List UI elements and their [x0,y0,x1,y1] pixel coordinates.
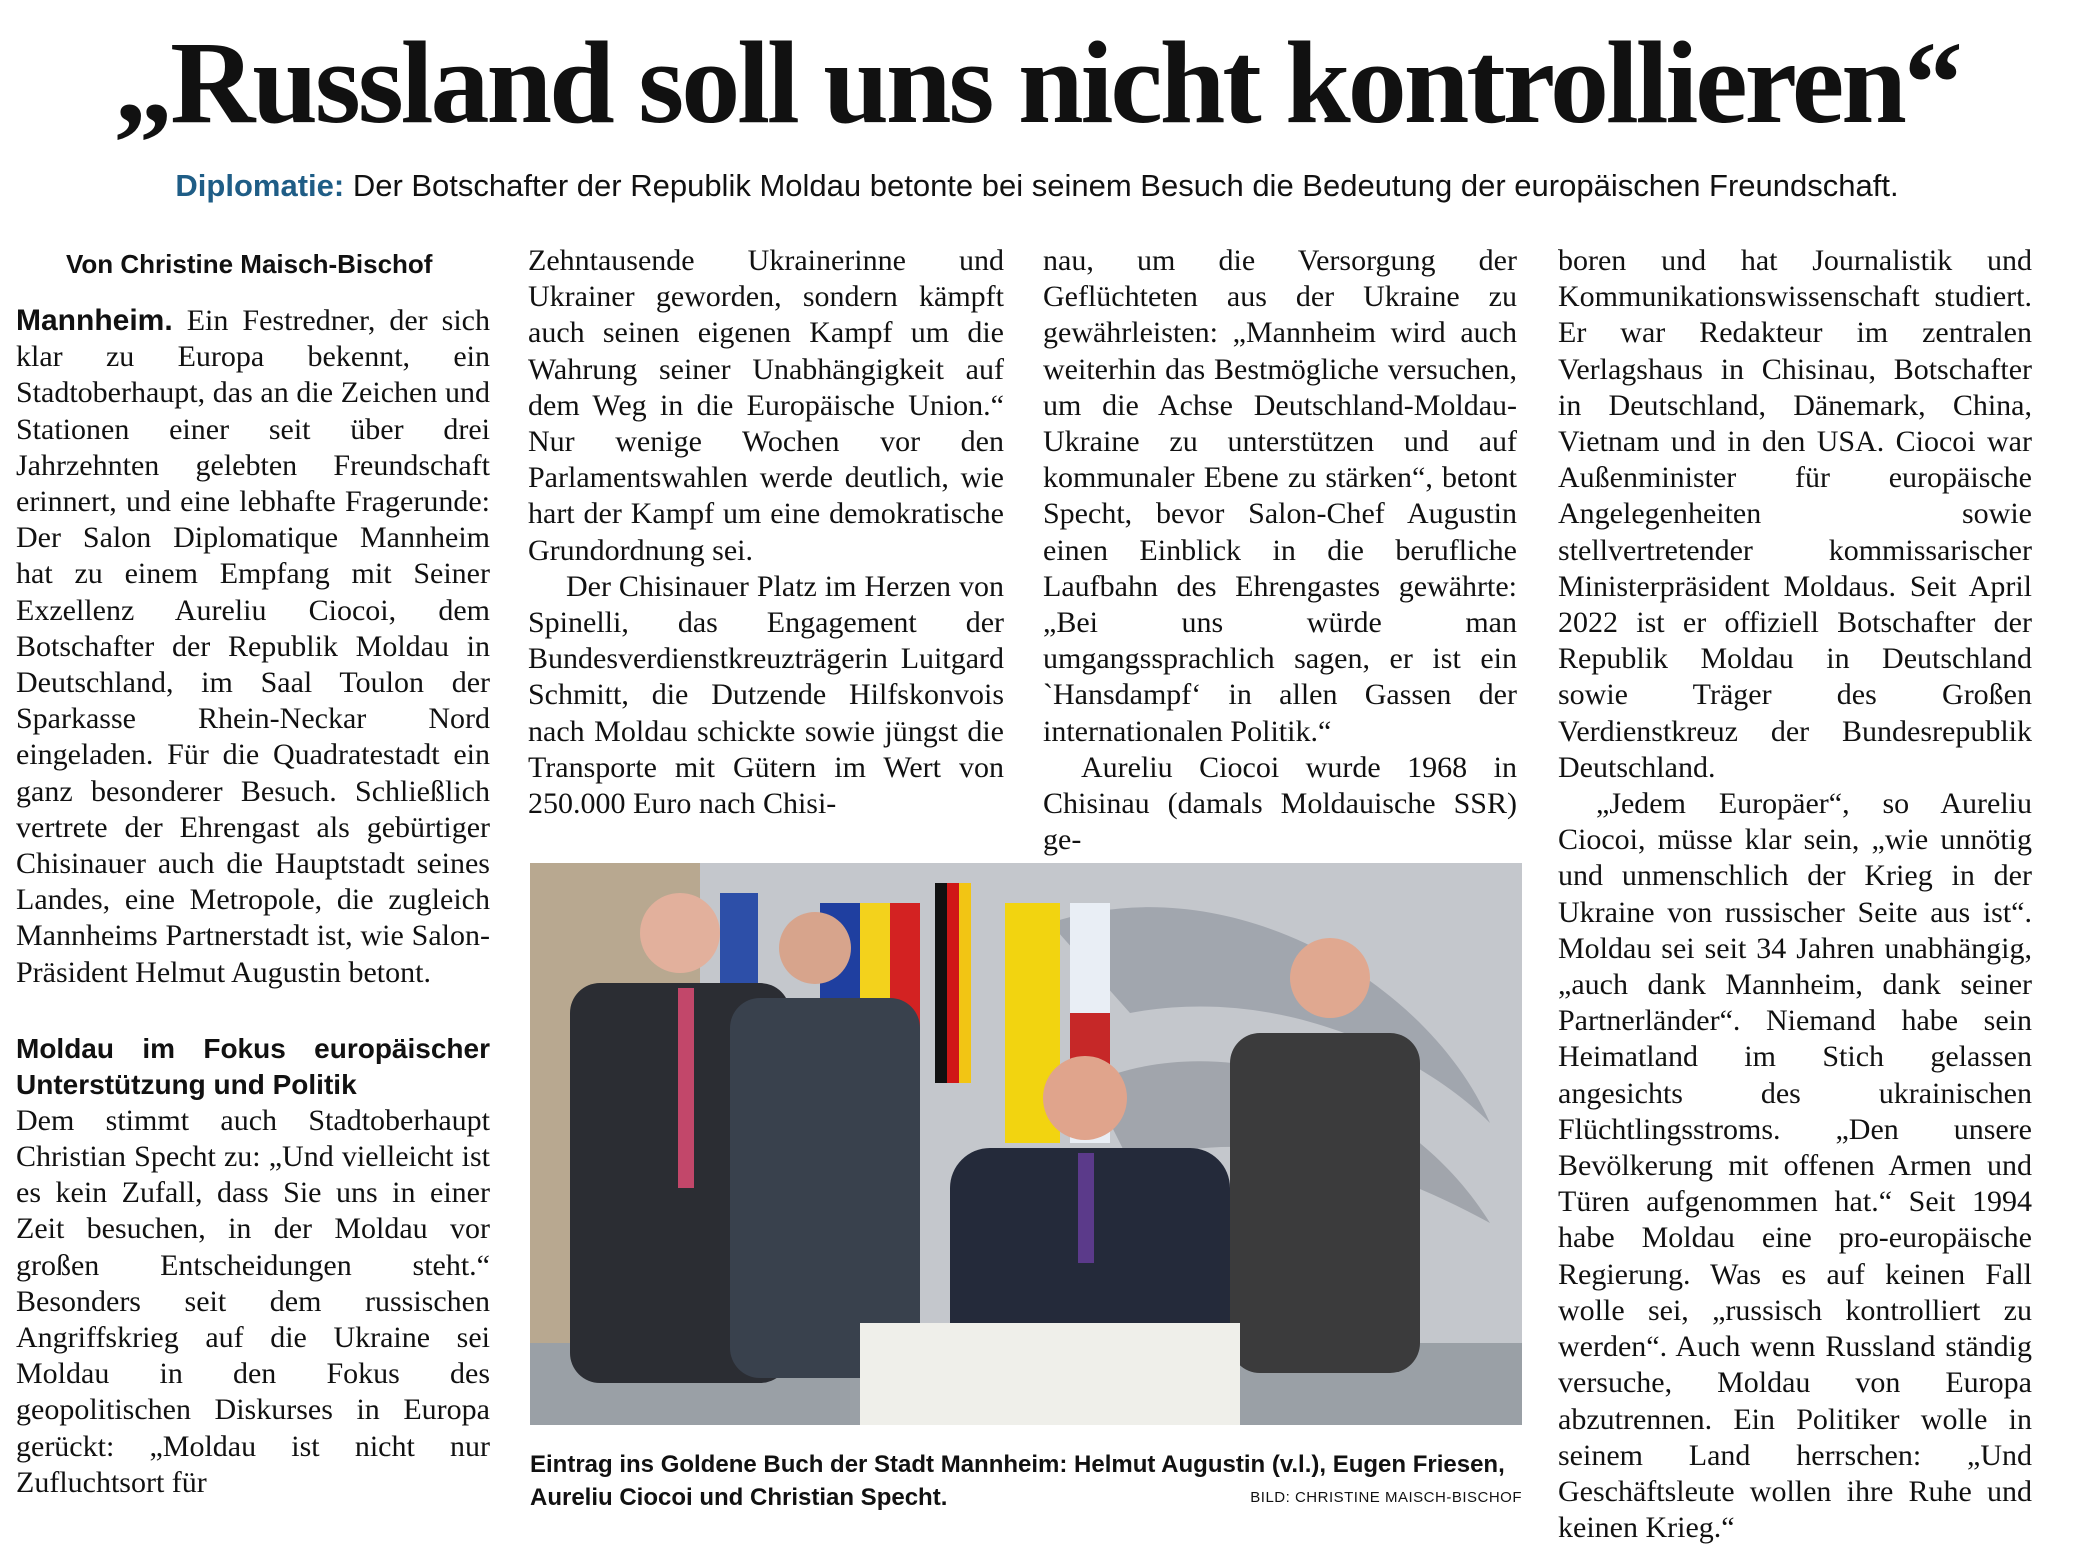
byline: Von Christine Maisch-Bischof [66,249,433,279]
paragraph: Der Chisinauer Platz im Herzen von Spinelli, das Engagement der Bundesverdienstkreuzträgerin Luitgard Schmitt, die Dutzende Hilfskonvois nach Moldau schickte sowie jüngst die Transporte mit Gütern im Wert von 250.000 Euro nach Chisi- [528,569,1004,821]
subheadline-text: Der Botschafter der Republik Moldau betonte bei seinem Besuch die Bedeutung der europäischen Freundschaft. [344,168,1899,203]
headline: „Russland soll uns nicht kontrollieren“ [114,17,1960,148]
subheadline [0,168,2074,204]
paragraph-text: Ein Festredner, der sich klar zu Europa bekennt, ein Stadtoberhaupt, das an die Zeichen und Stationen einer seit über drei Jahrzehnten gelebten Freundschaft erinnert, und eine lebhafte Fragerunde: Der Salon Diplomatique Mannheim hat zu einem Empfang mit Seiner Exzellenz Aureliu Ciocoi, dem Botschafter der Republik Moldau in Deutschland, im Saal Toulon der Sparkasse Rhein-Neckar Nord eingeladen. Für die Quadratestadt ein ganz besonderer Besuch. Schließlich vertrete der Ehrengast als gebürtiger Chisinauer auch die Hauptstadt seines Landes, eine Metropole, die zugleich Mannheims Partnerstadt ist, wie Salon-Präsident Helmut Augustin betont. [16,304,490,989]
column-4 [1558,243,2032,1546]
column-3 [1043,243,1517,858]
paragraph [16,303,490,991]
column-1 [16,243,490,1501]
article-photo [530,863,1522,1425]
paragraph: Aureliu Ciocoi wurde 1968 in Chisinau (damals Moldauische SSR) ge- [1043,750,1517,857]
photo-illustration [530,863,1522,1425]
paragraph: boren und hat Journalistik und Kommunikationswissenschaft studiert. Er war Redakteur im zentralen Verlagshaus in Chisinau, Botschafter in Deutschland, Dänemark, China, Vietnam und in den USA. Ciocoi war Außenminister für europäische Angelegenheiten sowie stellvertretender kommissarischer Ministerpräsident Moldaus. Seit April 2022 ist er offiziell Botschafter der Republik Moldau in Deutschland sowie Träger des Großen Verdienstkreuz der Bundesrepublik Deutschland. [1558,244,2032,784]
paragraph: „Jedem Europäer“, so Aureliu Ciocoi, müsse klar sein, „wie unnötig und unmenschlich der Krieg in der Ukraine von russischer Seite aus ist“. Moldau sei seit 34 Jahren unabhängig, „auch dank Mannheim, dank seiner Partnerländer“. Niemand habe sein Heimatland im Stich gelassen angesichts des ukrainischen Flüchtlingsstroms. „Den unsere Bevölkerung mit offenen Armen und Türen aufgenommen hat.“ Seit 1994 habe Moldau eine pro-europäische Regierung. Was es auf keinen Fall wolle sei, „russisch kontrolliert zu werden“. Auch wenn Russland ständig versuche, Moldau von Europa abzutrennen. Ein Politiker wolle in seinem Land herrschen: „Und Geschäftsleute wollen ihre Ruhe und keinen Krieg.“ [1558,787,2032,1545]
dateline: Mannheim. [16,304,173,337]
paragraph: nau, um die Versorgung der Geflüchteten aus der Ukraine zu gewährleisten: „Mannheim wird auch weiterhin das Bestmögliche versuchen, um die Achse Deutschland-Moldau-Ukraine zu unterstützen und auf kommunaler Ebene zu stärken“, betont Specht, bevor Salon-Chef Augustin einen Einblick in die berufliche Laufbahn des Ehrengastes gewährte: „Bei uns würde man umgangssprachlich sagen, er ist ein `Hansdampf‘ in allen Gassen der internationalen Politik.“ [1043,244,1517,748]
column-2 [528,243,1004,822]
paragraph: Zehntausende Ukrainerinne und Ukrainer geworden, sondern kämpft auch seinen eigenen Kampf um die Wahrung seiner Unabhängigkeit auf dem Weg in die Europäische Union.“ Nur wenige Wochen vor den Parlamentswahlen werde deutlich, wie hart der Kampf um eine demokratische Grundordnung sei. [528,244,1004,567]
section-subhead: Moldau im Fokus europäischer Unterstützung und Politik [16,1032,490,1100]
caption-text: Eintrag ins Goldene Buch der Stadt Mannheim: Helmut Augustin (v.l.), Eugen Friesen, Aureliu Ciocoi und Christian Specht. [530,1451,1505,1511]
paragraph: Dem stimmt auch Stadtoberhaupt Christian Specht zu: „Und vielleicht ist es kein Zufall, dass Sie uns in einer Zeit besuchen, in der Moldau vor großen Entscheidungen steht.“ Besonders seit dem russischen Angriffskrieg auf die Ukraine sei Moldau in den Fokus des geopolitischen Diskurses in Europa gerückt: „Moldau ist nicht nur Zufluchtsort für [16,1103,490,1499]
photo-caption [530,1448,1522,1514]
photo-credit: BILD: CHRISTINE MAISCH-BISCHOF [1250,1489,1522,1506]
subheadline-kicker: Diplomatie: [175,168,345,203]
